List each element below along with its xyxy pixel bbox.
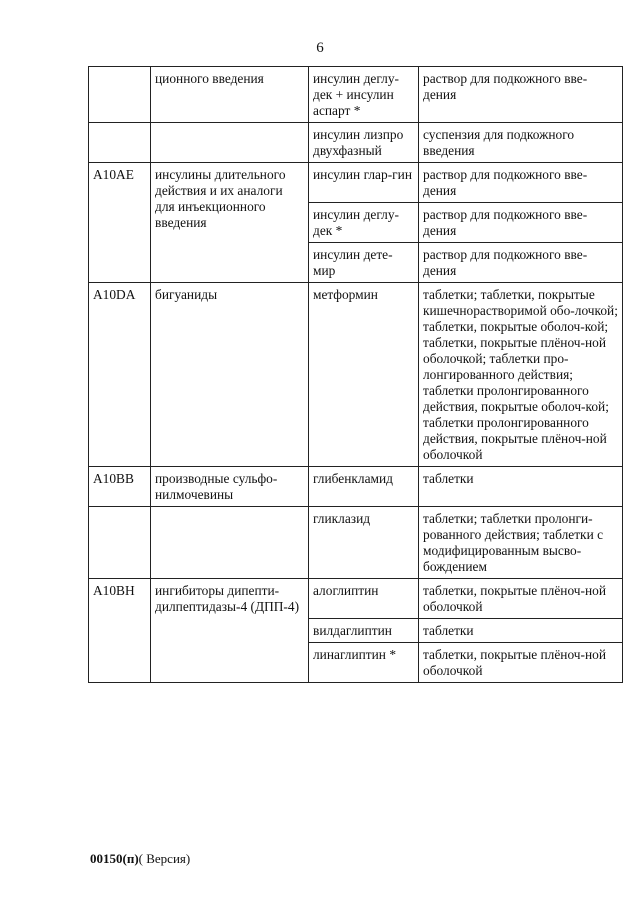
table-row	[89, 163, 623, 203]
atc-code-cell	[89, 67, 151, 123]
form-line: таблетки; таблетки, покрытые кишечнорастворимой обо-лочкой;	[423, 287, 618, 318]
atc-code-cell	[89, 507, 151, 579]
form-line: таблетки, покрытые плёноч-ной оболочкой; таблетки про-лонгированного действия;	[423, 335, 607, 382]
form-line: таблетки	[423, 623, 474, 638]
group-cell: ционного введения	[151, 67, 309, 123]
form-cell	[419, 619, 623, 643]
table-row	[89, 67, 623, 123]
table-row	[89, 283, 623, 467]
drug-cell: вилдаглиптин	[309, 619, 419, 643]
form-cell	[419, 203, 623, 243]
table-row	[89, 507, 623, 579]
drug-cell: метформин	[309, 283, 419, 467]
form-line: таблетки пролонгированного действия, покрытые оболоч-кой;	[423, 383, 609, 414]
atc-code-cell: A10DA	[89, 283, 151, 467]
form-cell	[419, 123, 623, 163]
form-line: раствор для подкожного вве-дения	[423, 167, 588, 198]
atc-code-cell: A10AE	[89, 163, 151, 283]
form-line: раствор для подкожного вве-дения	[423, 207, 588, 238]
form-line: раствор для подкожного вве-дения	[423, 247, 588, 278]
group-cell	[151, 123, 309, 163]
drug-cell: инсулин лизпро двухфазный	[309, 123, 419, 163]
document-id: 00150(п)	[90, 851, 139, 866]
drug-cell: инсулин глар-гин	[309, 163, 419, 203]
form-cell	[419, 283, 623, 467]
group-cell	[151, 507, 309, 579]
form-cell	[419, 243, 623, 283]
atc-code-cell: A10BH	[89, 579, 151, 683]
table-row	[89, 467, 623, 507]
atc-code-cell	[89, 123, 151, 163]
form-line: суспензия для подкожного введения	[423, 127, 575, 158]
form-cell	[419, 467, 623, 507]
form-line: таблетки	[423, 471, 474, 486]
drug-cell: инсулин дете-мир	[309, 243, 419, 283]
document-version: ( Версия)	[138, 851, 191, 866]
form-line: таблетки, покрытые плёноч-ной оболочкой	[423, 647, 607, 678]
form-cell	[419, 643, 623, 683]
drug-cell: инсулин деглу-дек + инсулин аспарт *	[309, 67, 419, 123]
form-line: таблетки; таблетки пролонги-рованного действия; таблетки с модифицированным высво-бождением	[423, 511, 604, 574]
form-line: таблетки, покрытые плёноч-ной оболочкой	[423, 583, 607, 614]
drug-cell: гликлазид	[309, 507, 419, 579]
group-cell: инсулины длительного действия и их аналоги для инъекционного введения	[151, 163, 309, 283]
drug-table	[88, 66, 623, 683]
form-line: таблетки, покрытые оболоч-кой;	[423, 319, 609, 334]
form-cell	[419, 163, 623, 203]
document-footer	[90, 851, 190, 867]
drug-cell: инсулин деглу-дек *	[309, 203, 419, 243]
drug-cell: алоглиптин	[309, 579, 419, 619]
form-cell	[419, 507, 623, 579]
drug-cell: глибенкламид	[309, 467, 419, 507]
form-line: таблетки пролонгированного действия, покрытые плёноч-ной оболочкой	[423, 415, 607, 462]
table-row	[89, 123, 623, 163]
form-line: раствор для подкожного вве-дения	[423, 71, 588, 102]
group-cell: производные сульфо-нилмочевины	[151, 467, 309, 507]
atc-code-cell: A10BB	[89, 467, 151, 507]
table-row	[89, 579, 623, 619]
group-cell: ингибиторы дипепти-дилпептидазы-4 (ДПП-4)	[151, 579, 309, 683]
page-number: 6	[316, 40, 324, 56]
group-cell: бигуаниды	[151, 283, 309, 467]
form-cell	[419, 67, 623, 123]
drug-cell: линаглиптин *	[309, 643, 419, 683]
form-cell	[419, 579, 623, 619]
